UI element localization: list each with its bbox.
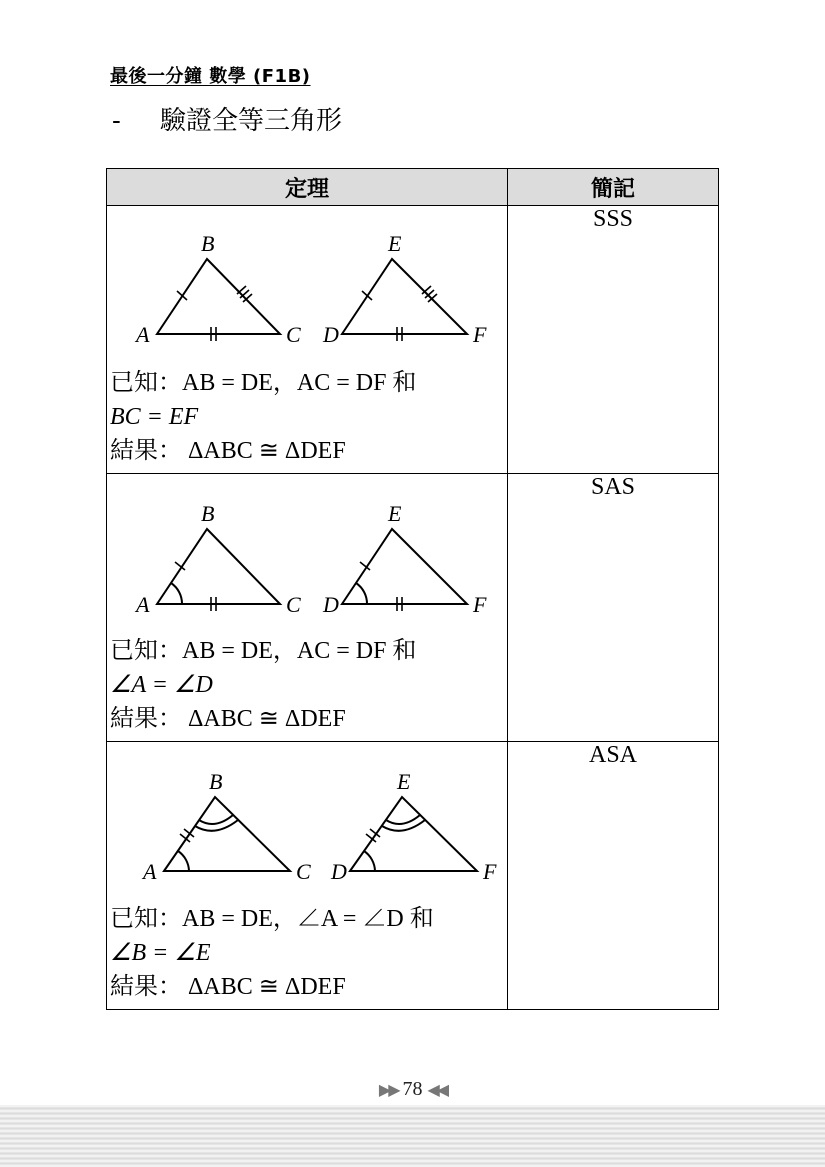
given-line-1: 已知：AB = DE，AC = DF 和 bbox=[110, 638, 417, 664]
label-a: A bbox=[136, 322, 150, 347]
label-e: E bbox=[388, 501, 402, 526]
given-line-2: ∠A = ∠D bbox=[110, 672, 213, 698]
triangle-def bbox=[342, 259, 467, 334]
abbrev-cell: SAS bbox=[508, 474, 719, 742]
given-line-2: BC = EF bbox=[110, 404, 199, 430]
table-row bbox=[107, 206, 719, 474]
given-line-2: ∠B = ∠E bbox=[110, 940, 211, 966]
next-arrows-icon: ▶▶ bbox=[378, 1082, 398, 1099]
table-row bbox=[107, 742, 719, 1010]
abbrev-cell: SSS bbox=[508, 206, 719, 474]
subtitle-text: 驗證全等三角形 bbox=[160, 106, 343, 136]
abbrev-cell: ASA bbox=[508, 742, 719, 1010]
result-line: 結果： ΔABC ≅ ΔDEF bbox=[110, 438, 346, 464]
label-a: A bbox=[143, 859, 157, 884]
prev-arrows-icon: ◀◀ bbox=[427, 1082, 447, 1099]
result-line: 結果： ΔABC ≅ ΔDEF bbox=[110, 974, 346, 1000]
triangle-abc bbox=[157, 529, 280, 604]
angle-d-arc bbox=[356, 583, 367, 604]
triangle-def bbox=[342, 529, 467, 604]
label-a: A bbox=[136, 592, 150, 617]
label-f: F bbox=[483, 859, 497, 884]
header-title: 最後一分鐘 數學 (F1B) bbox=[110, 66, 311, 87]
label-e: E bbox=[388, 231, 402, 256]
theorem-cell bbox=[107, 742, 508, 1010]
given-text bbox=[110, 366, 416, 468]
triangle-abc bbox=[164, 797, 290, 871]
given-line-1: 已知：AB = DE，∠A = ∠D 和 bbox=[110, 906, 434, 932]
label-b: B bbox=[201, 231, 215, 256]
table-row bbox=[107, 474, 719, 742]
label-c: C bbox=[296, 859, 311, 884]
label-f: F bbox=[473, 322, 487, 347]
given-text bbox=[110, 902, 434, 1004]
sas-diagram bbox=[107, 474, 507, 624]
label-b: B bbox=[201, 501, 215, 526]
footer-band bbox=[0, 1105, 825, 1167]
theorem-cell bbox=[107, 206, 508, 474]
angle-e-arc-1 bbox=[386, 815, 420, 824]
angle-a-arc bbox=[171, 583, 182, 604]
given-line-1: 已知：AB = DE，AC = DF 和 bbox=[110, 370, 417, 396]
page-number-value: 78 bbox=[402, 1078, 423, 1100]
asa-diagram bbox=[107, 742, 507, 892]
theorem-table bbox=[106, 168, 719, 1010]
angle-b-arc-1 bbox=[199, 815, 233, 824]
header-theorem: 定理 bbox=[107, 169, 508, 206]
theorem-cell bbox=[107, 474, 508, 742]
angle-a-arc bbox=[178, 851, 189, 871]
subtitle-dash: - bbox=[112, 106, 121, 136]
triangle-abc bbox=[157, 259, 280, 334]
label-d: D bbox=[323, 592, 339, 617]
label-b: B bbox=[209, 769, 223, 794]
label-e: E bbox=[397, 769, 411, 794]
given-text bbox=[110, 634, 416, 736]
angle-d-arc bbox=[364, 851, 375, 871]
triangle-def bbox=[350, 797, 477, 871]
sss-diagram bbox=[107, 206, 507, 356]
label-c: C bbox=[286, 322, 301, 347]
label-f: F bbox=[473, 592, 487, 617]
result-line: 結果： ΔABC ≅ ΔDEF bbox=[110, 706, 346, 732]
subtitle bbox=[112, 100, 342, 137]
header-abbrev: 簡記 bbox=[508, 169, 719, 206]
label-c: C bbox=[286, 592, 301, 617]
label-d: D bbox=[331, 859, 347, 884]
label-d: D bbox=[323, 322, 339, 347]
table-header-row bbox=[107, 169, 719, 206]
page-number bbox=[0, 1078, 825, 1101]
